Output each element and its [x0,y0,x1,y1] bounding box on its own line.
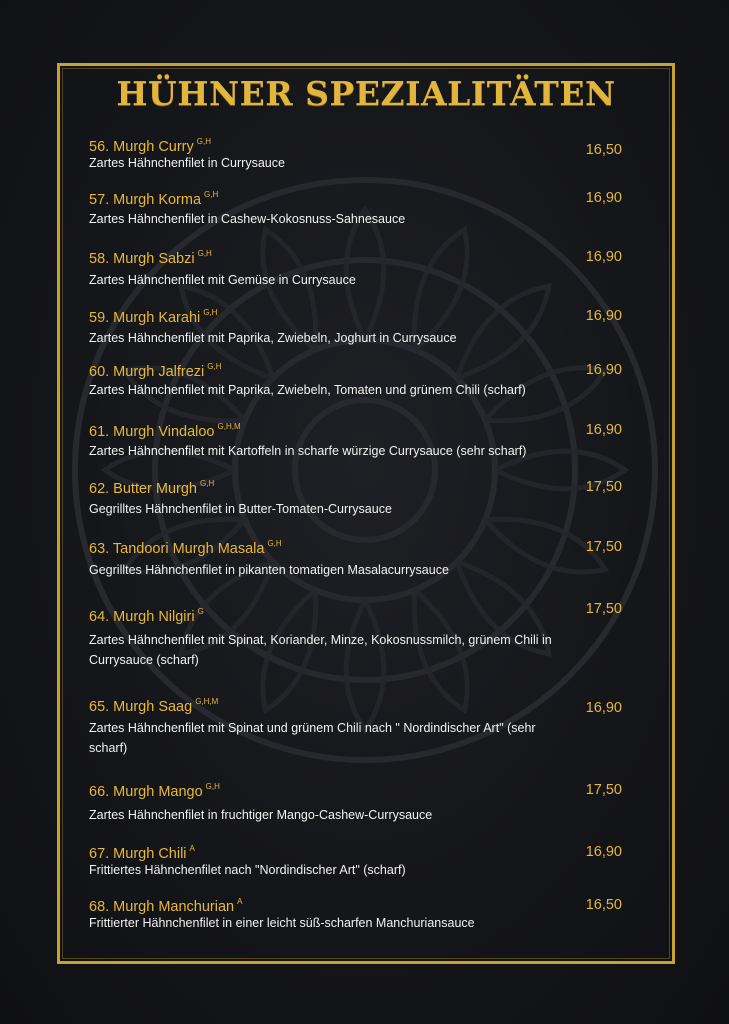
menu-item-title: 63. Tandoori Murgh Masala [89,541,265,557]
menu-item-title: 60. Murgh Jalfrezi [89,364,205,380]
menu-item-description: Zartes Hähnchenfilet mit Gemüse in Currysauce [89,273,356,287]
menu-item-price: 17,50 [585,479,622,495]
menu-item-description: Zartes Hähnchenfilet in Currysauce [89,156,285,170]
page-title: HÜHNER SPEZIALITÄTEN [116,74,616,113]
menu-item-title: 65. Murgh Saag [89,699,193,715]
allergen-codes: G,H [205,782,220,791]
menu-item-price: 16,90 [585,362,622,378]
menu-item-price: 16,90 [585,308,622,324]
menu-item-description: Frittiertes Hähnchenfilet nach "Nordindischer Art" (scharf) [89,863,406,877]
menu-item-description: Frittierter Hähnchenfilet in einer leicht süß-scharfen Manchuriansauce [89,916,475,930]
menu-item-price: 16,90 [585,422,622,438]
menu-item-title: 59. Murgh Karahi [89,310,201,326]
menu-item-price: 17,50 [585,782,622,798]
menu-item-name [89,422,241,440]
menu-item-name [89,697,218,715]
menu-item-title: 57. Murgh Korma [89,192,202,208]
menu-item-price: 17,50 [585,601,622,617]
allergen-codes: G,H,M [195,697,219,706]
menu-item-price: 16,90 [585,844,622,860]
allergen-codes: G,H [203,308,218,317]
menu-item-title: 58. Murgh Sabzi [89,251,195,267]
menu-item-price: 17,50 [585,539,622,555]
menu-item-price: 16,90 [585,249,622,265]
menu-item-title: 66. Murgh Mango [89,784,203,800]
menu-item-title: 56. Murgh Curry [89,139,194,155]
menu-item-price: 16,90 [585,190,622,206]
menu-item-name [89,539,282,557]
menu-item-title: 64. Murgh Nilgiri [89,609,195,625]
menu-item-description: Zartes Hähnchenfilet mit Paprika, Zwiebeln, Tomaten und grünem Chili (scharf) [89,383,526,397]
menu-item-description: Zartes Hähnchenfilet mit Kartoffeln in scharfe würzige Currysauce (sehr scharf) [89,444,527,458]
allergen-codes: G,H [204,190,219,199]
menu-item-name [89,479,214,497]
menu-item-name [89,607,204,625]
menu-item-name [89,190,218,208]
allergen-codes: G,H,M [217,422,241,431]
menu-item-name [89,249,212,267]
menu-item-name [89,308,217,326]
menu-item-description: Gegrilltes Hähnchenfilet in Butter-Tomaten-Currysauce [89,502,392,516]
allergen-codes: G,H [196,137,211,146]
menu-item-price: 16,50 [585,897,622,913]
menu-item-description: Zartes Hähnchenfilet mit Paprika, Zwiebeln, Joghurt in Currysauce [89,331,457,345]
menu-item-price: 16,90 [585,700,622,716]
menu-item-title: 67. Murgh Chili [89,846,187,862]
allergen-codes: G,H [200,479,215,488]
allergen-codes: G,H [207,362,222,371]
menu-item-description: Zartes Hähnchenfilet in Cashew-Kokosnuss-Sahnesauce [89,212,406,226]
menu-item-title: 61. Murgh Vindaloo [89,424,215,440]
allergen-codes: G [197,607,204,616]
menu-item-title: 68. Murgh Manchurian [89,899,235,915]
menu-item-description: Gegrilltes Hähnchenfilet in pikanten tomatigen Masalacurrysauce [89,563,449,577]
menu-item-description: Zartes Hähnchenfilet mit Spinat und grünem Chili nach " Nordindischer Art" (sehr scharf) [89,721,536,755]
allergen-codes: A [237,897,243,906]
allergen-codes: G,H [197,249,212,258]
menu-item-name [89,782,220,800]
allergen-codes: A [189,844,195,853]
menu-item-name [89,362,221,380]
menu-item-title: 62. Butter Murgh [89,481,197,497]
allergen-codes: G,H [267,539,282,548]
menu-item-description: Zartes Hähnchenfilet in fruchtiger Mango-Cashew-Currysauce [89,808,433,822]
menu-item-description: Zartes Hähnchenfilet mit Spinat, Koriander, Minze, Kokosnussmilch, grünem Chili in Currysauce (scharf) [89,633,552,667]
menu-item-price: 16,50 [585,142,622,158]
